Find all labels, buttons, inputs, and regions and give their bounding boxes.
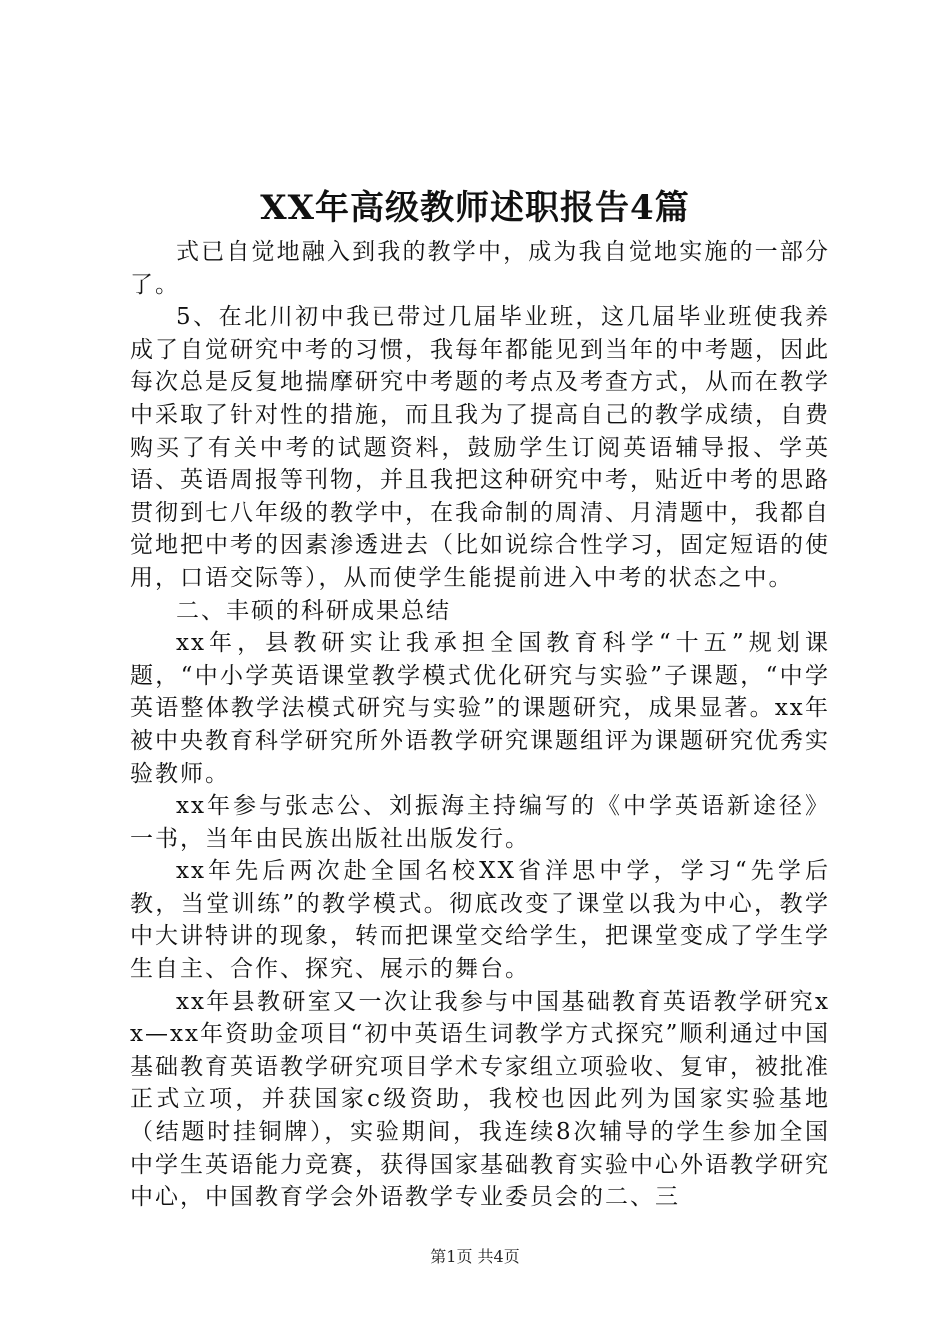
paragraph: xx年先后两次赴全国名校XX省洋思中学，学习“先学后教，当堂训练”的教学模式。彻底改变了课堂以我为中心，教学中大讲特讲的现象，转而把课堂交给学生，把课堂变成了学生学生自主、合作、探究、展示的舞台。	[130, 858, 830, 983]
paragraph: 5、在北川初中我已带过几届毕业班，这几届毕业班使我养成了自觉研究中考的习惯，我每年都能见到当年的中考题，因此每次总是反复地揣摩研究中考题的考点及考查方式，从而在教学中采取了针对性的措施，而且我为了提高自己的教学成绩，自费购买了有关中考的试题资料，鼓励学生订阅英语辅导报、学英语、英语周报等刊物，并且我把这种研究中考，贴近中考的思路贯彻到七八年级的教学中，在我命制的周清、月清题中，我都自觉地把中考的因素渗透进去（比如说综合性学习，固定短语的使用，口语交际等），从而使学生能提前进入中考的状态之中。	[130, 304, 830, 591]
paragraph: 式已自觉地融入到我的教学中，成为我自觉地实施的一部分了。	[130, 239, 830, 298]
page-footer: 第1页 共4页	[430, 1247, 520, 1266]
paragraph: xx年，县教研实让我承担全国教育科学“十五”规划课题，“中小学英语课堂教学模式优化研究与实验”子课题，“中学英语整体教学法模式研究与实验”的课题研究，成果显著。xx年被中央教育科学研究所外语教学研究课题组评为课题研究优秀实验教师。	[130, 630, 830, 787]
paragraph: xx年参与张志公、刘振海主持编写的《中学英语新途径》一书，当年由民族出版社出版发行。	[130, 793, 830, 852]
document-title: XX年高级教师述职报告4篇	[260, 188, 690, 228]
document-body	[130, 236, 830, 1214]
section-heading: 二、丰硕的科研成果总结	[176, 597, 451, 624]
paragraph: xx年县教研室又一次让我参与中国基础教育英语教学研究xx—xx年资助金项目“初中英语生词教学方式探究”顺利通过中国基础教育英语教学研究项目学术专家组立项验收、复审，被批准正式立项，并获国家c级资助，我校也因此列为国家实验基地（结题时挂铜牌），实验期间，我连续8次辅导的学生参加全国中学生英语能力竞赛，获得国家基础教育实验中心外语教学研究中心，中国教育学会外语教学专业委员会的二、三	[130, 988, 830, 1211]
